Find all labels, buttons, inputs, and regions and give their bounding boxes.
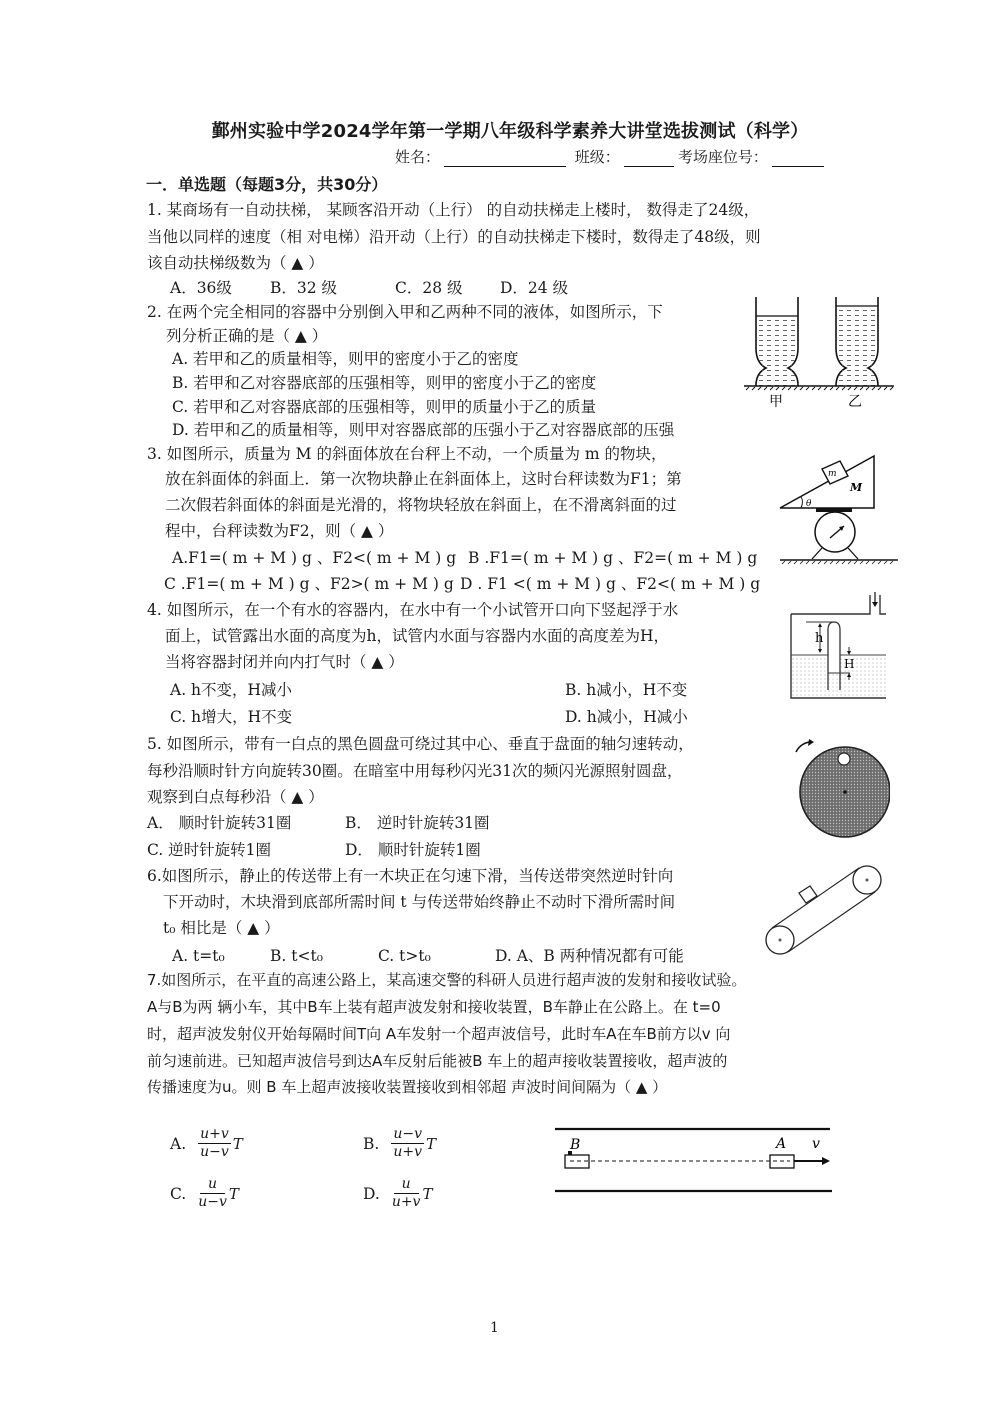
q4-line-3: 当将容器封闭并向内打气时（ ▲ ） [165,653,404,671]
svg-text:H: H [844,657,855,671]
q1-option-d[interactable]: D．24 级 [500,279,569,297]
container-yi [836,297,878,386]
q7-option-a[interactable]: A. $\frac{u+v}{u-v}$ T [170,1126,243,1160]
q4-option-d[interactable]: D. h减小，H减小 [565,708,688,726]
q3-option-c[interactable]: C .F1=( m + M ) g 、F2>( m + M ) g [164,575,454,593]
q3-line-2: 放在斜面体的斜面上．第一次物块静止在斜面体上，这时台秤读数为F1；第 [165,470,682,488]
q3-option-d[interactable]: D . F1 <( m + M ) g 、F2<( m + M ) g [460,575,761,593]
q7-line-4: 前匀速前进。已知超声波信号到达A车反射后能被B 车上的超声接收装置接收，超声波的 [147,1052,728,1070]
q3-line-3: 二次假若斜面体的斜面是光滑的，将物块轻放在斜面上，在不滑离斜面的过 [165,496,677,514]
label-yi: 乙 [848,394,862,410]
q7-option-b[interactable]: B. $\frac{u-v}{u+v}$ T [363,1126,436,1160]
q6-option-d[interactable]: D. A、B 两种情况都有可能 [495,947,684,965]
exam-title: 鄞州实验中学2024学年第一学期八年级科学素养大讲堂选拔测试（科学） [211,121,809,142]
q2-option-c[interactable]: C. 若甲和乙对容器底部的压强相等，则甲的质量小于乙的质量 [172,398,597,416]
q2-option-a[interactable]: A. 若甲和乙的质量相等，则甲的密度小于乙的密度 [172,350,519,368]
q6-option-b[interactable]: B. t<t₀ [270,947,323,965]
q1-option-c[interactable]: C．28 级 [395,279,463,297]
fraction: $\frac{u+v}{u-v}$ [200,1126,229,1160]
svg-text:m: m [828,469,837,479]
q3-line-4: 程中，台秤读数为F2，则（ ▲ ） [165,522,394,540]
class-field[interactable] [624,150,674,167]
q1-line-1: 1. 某商场有一自动扶梯， 某顾客沿开动（上行） 的自动扶梯走上楼时， 数得走了24级， [147,201,760,219]
clockwise-arrow-icon [796,742,809,752]
q1-option-a[interactable]: A．36级 [170,279,232,297]
q6-option-a[interactable]: A. t=t₀ [172,947,225,965]
seat-label: 考场座位号： [677,148,768,166]
q7-line-2: A与B为两 辆小车，其中B车上装有超声波发射和接收装置，B车静止在公路上。在 t=0 [147,998,721,1016]
q5-line-2: 每秒沿顺时针方向旋转30圈。在暗室中用每秒闪光31次的频闪光源照射圆盘， [147,762,683,780]
q4-line-1: 4. 如图所示，在一个有水的容器内，在水中有一个小试管开口向下竖起浮于水 [147,601,679,619]
scale-dial [815,512,855,552]
q3-line-1: 3. 如图所示，质量为 M 的斜面体放在台秤上不动，一个质量为 m 的物块， [147,445,667,463]
white-dot [838,753,850,765]
seat-field[interactable] [772,150,824,167]
q6-option-c[interactable]: C. t>t₀ [378,947,431,965]
svg-text:B: B [570,1137,581,1153]
q7-option-d[interactable]: D. $\frac{u}{u+v}$ T [363,1176,433,1210]
name-label: 姓名： [395,148,441,166]
q1-line-2: 当他以同样的速度（相 对电梯）沿开动（上行）的自动扶梯走下楼时，数得走了48级，则 [147,228,761,246]
q5-option-c[interactable]: C. 逆时针旋转1圈 [147,841,272,859]
q2-containers-figure [742,293,898,411]
q6-conveyor-belt-figure [762,862,892,958]
q5-option-b[interactable]: B． 逆时针旋转31圈 [345,814,490,832]
section-heading: 一．单选题（每题3分，共30分） [146,175,388,194]
q6-line-1: 6.如图所示，静止的传送带上有一木块正在匀速下滑，当传送带突然逆时针向 [147,867,674,885]
q5-line-1: 5. 如图所示，带有一白点的黑色圆盘可绕过其中心、垂直于盘面的轴匀速转动， [147,735,694,753]
container-jia [756,297,798,386]
fraction: $\frac{u}{u+v}$ [391,1176,421,1210]
svg-text:h: h [815,631,824,646]
label-jia: 甲 [769,394,783,410]
class-label: 班级： [574,148,620,166]
svg-text:v: v [812,1136,820,1152]
q4-option-a[interactable]: A. h不变，H减小 [170,681,293,699]
q4-option-c[interactable]: C. h增大，H不变 [170,708,293,726]
student-info-line [395,146,828,167]
q1-line-3: 该自动扶梯级数为（ ▲ ） [147,254,324,272]
q7-line-3: 时，超声波发射仪开始每隔时间T向 A车发射一个超声波信号，此时车A在车B前方以v 向 [147,1025,731,1043]
q7-option-c[interactable]: C. $\frac{u}{u-v}$ T [170,1176,239,1210]
q3-option-b[interactable]: B .F1=( m + M ) g 、F2=( m + M ) g [468,549,758,567]
page-number: 1 [490,1320,499,1336]
q5-rotating-disc-figure [790,738,890,838]
q4-test-tube-figure [788,590,888,702]
q6-line-3: t₀ 相比是（ ▲ ） [163,919,280,937]
q5-option-a[interactable]: A． 顺时针旋转31圈 [147,814,292,832]
q7-line-1: 7.如图所示，在平直的高速公路上，某高速交警的科研人员进行超声波的发射和接收试验。 [147,971,747,989]
svg-text:M: M [850,481,863,494]
q4-option-b[interactable]: B. h减小，H不变 [565,681,688,699]
q5-option-d[interactable]: D． 顺时针旋转1圈 [345,841,481,859]
q2-option-b[interactable]: B. 若甲和乙对容器底部的压强相等，则甲的密度小于乙的密度 [172,374,597,392]
svg-text:θ: θ [806,499,812,509]
q2-option-d[interactable]: D. 若甲和乙的质量相等，则甲对容器底部的压强小于乙对容器底部的压强 [172,421,675,439]
svg-text:A: A [776,1136,787,1152]
q7-road-figure [550,1120,840,1200]
q6-line-2: 下开动时，木块滑到底部所需时间 t 与传送带始终静止不动时下滑所需时间 [163,893,676,911]
q2-line-2: 列分析正确的是（ ▲ ） [166,327,328,345]
wood-block [799,886,817,903]
q1-option-b[interactable]: B．32 级 [270,279,338,297]
q5-line-3: 观察到白点每秒沿（ ▲ ） [147,788,324,806]
q3-option-a[interactable]: A.F1=( m + M ) g 、F2<( m + M ) g [172,549,457,567]
fraction: $\frac{u-v}{u+v}$ [393,1126,422,1160]
q2-line-1: 2. 在两个完全相同的容器中分别倒入甲和乙两种不同的液体，如图所示，下 [147,303,663,321]
q4-line-2: 面上，试管露出水面的高度为h，试管内水面与容器内水面的高度差为H， [165,627,670,645]
fraction: $\frac{u}{u-v}$ [198,1176,227,1210]
q3-incline-scale-figure [770,446,900,576]
name-field[interactable] [444,150,566,167]
q7-line-5: 传播速度为u。则 B 车上超声波接收装置接收到相邻超 声波时间间隔为（ ▲ ） [147,1078,668,1096]
